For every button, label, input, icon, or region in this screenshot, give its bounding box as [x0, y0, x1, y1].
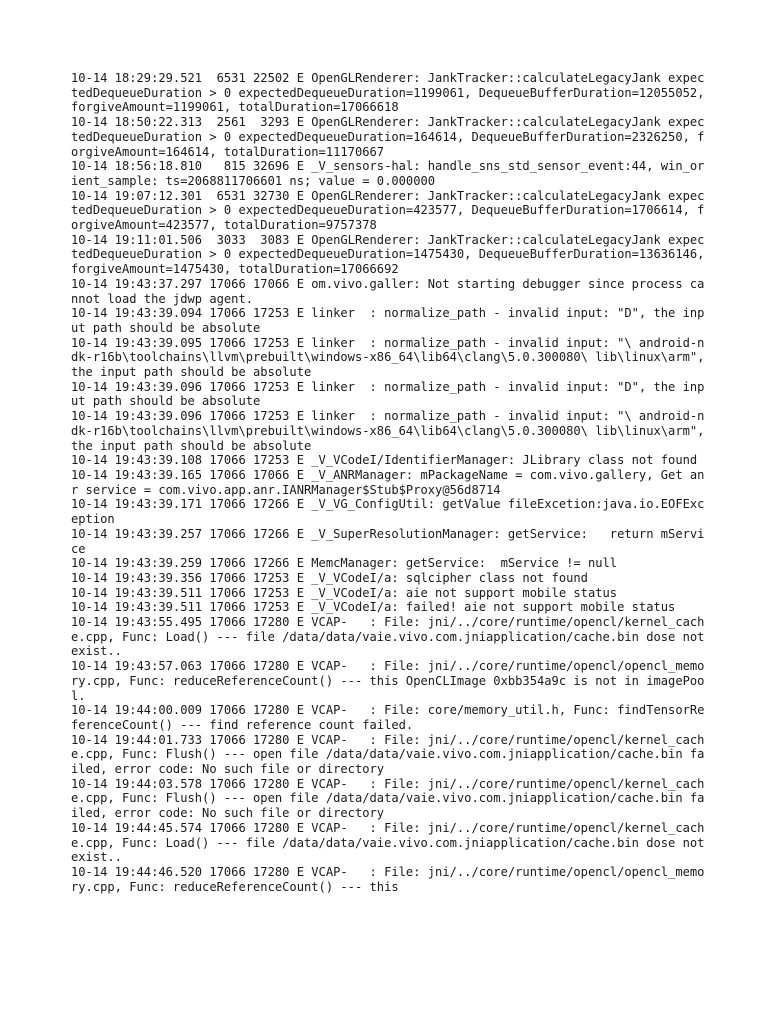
log-document — [71, 71, 711, 894]
log-line: 10-14 19:44:45.574 17066 17280 E VCAP- : File: jni/../core/runtime/opencl/kernel_cache.cpp, Func: Load() --- file /data/data/vaie.vivo.com.jniapplication/cache.bin dose not exist.. — [71, 820, 712, 865]
log-line: 10-14 18:56:18.810 815 32696 E _V_sensors-hal: handle_sns_std_sensor_event:44, win_orient_sample: ts=2068811706601 ns; value = 0.000000 — [71, 159, 705, 188]
log-line: 10-14 19:43:39.108 17066 17253 E _V_VCodeI/IdentifierManager: JLibrary class not found — [71, 453, 698, 468]
log-line: 10-14 19:43:39.095 17066 17253 E linker : normalize_path - invalid input: "\ android-ndk-r16b\toolchains\llvm\prebuilt\windows-x86_64\lib64\clang\5.0.300080\ lib\linux\arm", the input path should be absolute — [71, 335, 712, 380]
log-line: 10-14 19:44:03.578 17066 17280 E VCAP- : File: jni/../core/runtime/opencl/kernel_cache.cpp, Func: Flush() --- open file /data/data/vaie.vivo.com.jniapplication/cache.bin failed, error code: No such file or directory — [71, 776, 705, 821]
log-line: 10-14 19:43:39.165 17066 17066 E _V_ANRManager: mPackageName = com.vivo.gallery, Get anr service = com.vivo.app.anr.IANRManager$Stub$Proxy@56d8714 — [71, 467, 705, 497]
log-line: 10-14 19:43:57.063 17066 17280 E VCAP- : File: jni/../core/runtime/opencl/opencl_memory.cpp, Func: reduceReferenceCount() --- this OpenCLImage 0xbb354a9c is not in imagePool. — [71, 659, 705, 703]
log-line: 10-14 19:43:39.511 17066 17253 E _V_VCodeI/a: aie not support mobile status — [71, 585, 618, 600]
log-line: 10-14 19:43:39.171 17066 17266 E _V_VG_ConfigUtil: getValue fileExcetion:java.io.EOFException — [71, 497, 705, 527]
log-line: 10-14 18:50:22.313 2561 3293 E OpenGLRenderer: JankTracker::calculateLegacyJank expectedDequeueDuration > 0 expectedDequeueDuration=164614, DequeueBufferDuration=2326250, forgiveAmount=164614, totalDuration=11170667 — [71, 115, 705, 159]
log-line: 10-14 19:07:12.301 6531 32730 E OpenGLRenderer: JankTracker::calculateLegacyJank expectedDequeueDuration > 0 expectedDequeueDuration=423577, DequeueBufferDuration=1706614, forgiveAmount=423577, totalDuration=9757378 — [71, 188, 705, 233]
log-line: 10-14 19:43:55.495 17066 17280 E VCAP- : File: jni/../core/runtime/opencl/kernel_cache.cpp, Func: Load() --- file /data/data/vaie.vivo.com.jniapplication/cache.bin dose not exist.. — [71, 615, 712, 659]
log-line: 10-14 19:44:00.009 17066 17280 E VCAP- : File: core/memory_util.h, Func: findTensorReferenceCount() --- find reference count failed. — [71, 703, 705, 732]
log-line: 10-14 19:43:39.356 17066 17253 E _V_VCodeI/a: sqlcipher class not found — [71, 570, 588, 585]
log-line: 10-14 19:43:37.297 17066 17066 E om.vivo.galler: Not starting debugger since process cannot load the jdwp agent. — [71, 276, 705, 306]
log-line: 10-14 19:44:01.733 17066 17280 E VCAP- : File: jni/../core/runtime/opencl/kernel_cache.cpp, Func: Flush() --- open file /data/data/vaie.vivo.com.jniapplication/cache.bin failed, error code: No such file or directory — [71, 732, 705, 777]
log-line: 10-14 19:43:39.259 17066 17266 E MemcManager: getService: mService != null — [71, 556, 618, 571]
log-line: 10-14 19:43:39.257 17066 17266 E _V_SuperResolutionManager: getService: return mService — [71, 526, 705, 556]
log-line: 10-14 19:11:01.506 3033 3083 E OpenGLRenderer: JankTracker::calculateLegacyJank expectedDequeueDuration > 0 expectedDequeueDuration=1475430, DequeueBufferDuration=13636146, forgiveAmount=1475430, totalDuration=17066692 — [71, 232, 712, 277]
log-line: 10-14 19:43:39.094 17066 17253 E linker : normalize_path - invalid input: "D", the input path should be absolute — [71, 306, 705, 335]
log-line: 10-14 18:29:29.521 6531 22502 E OpenGLRenderer: JankTracker::calculateLegacyJank expectedDequeueDuration > 0 expectedDequeueDuration=1199061, DequeueBufferDuration=12055052, forgiveAmount=1199061, totalDuration=17066618 — [71, 71, 712, 115]
log-line: 10-14 19:43:39.096 17066 17253 E linker : normalize_path - invalid input: "\ android-ndk-r16b\toolchains\llvm\prebuilt\windows-x86_64\lib64\clang\5.0.300080\ lib\linux\arm", the input path should be absolute — [71, 409, 712, 453]
log-line: 10-14 19:43:39.511 17066 17253 E _V_VCodeI/a: failed! aie not support mobile status — [71, 600, 676, 615]
log-line: 10-14 19:44:46.520 17066 17280 E VCAP- : File: jni/../core/runtime/opencl/opencl_memory.cpp, Func: reduceReferenceCount() --- this — [71, 864, 705, 894]
log-line: 10-14 19:43:39.096 17066 17253 E linker : normalize_path - invalid input: "D", the input path should be absolute — [71, 379, 705, 409]
